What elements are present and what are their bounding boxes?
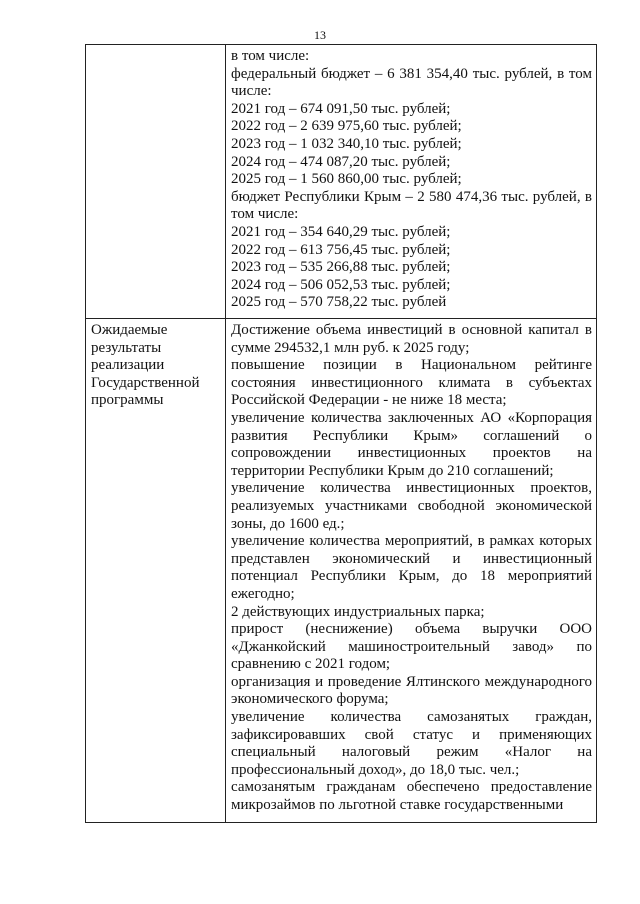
result-item: самозанятым гражданам обеспечено предоставление микрозаймов по льготной ставке государственными [231, 779, 592, 814]
funding-line: 2024 год – 506 052,53 тыс. рублей; [231, 276, 451, 293]
result-item: увеличение количества мероприятий, в рамках которых представлен экономический и инвестиционный потенциал Республики Крым, до 18 мероприятий ежегодно; [231, 533, 592, 602]
table-row [86, 319, 597, 823]
funding-line: 2023 год – 535 266,88 тыс. рублей; [231, 259, 451, 276]
results-label: Ожидаемые результаты реализации Государственной программы [86, 319, 226, 823]
funding-line: 2024 год – 474 087,20 тыс. рублей; [231, 153, 451, 170]
funding-line: 2025 год – 570 758,22 тыс. рублей [231, 294, 447, 311]
funding-line: федеральный бюджет – 6 381 354,40 тыс. рублей, в том числе: [231, 65, 592, 100]
results-cell [226, 319, 597, 823]
funding-line: 2021 год – 674 091,50 тыс. рублей; [231, 100, 451, 117]
funding-line: в том числе: [231, 48, 310, 64]
result-item: организация и проведение Ялтинского международного экономического форума; [231, 673, 592, 708]
result-item: 2 действующих индустриальных парка; [231, 603, 485, 620]
result-item: увеличение количества заключенных АО «Корпорация развития Республики Крым» соглашений о сопровождении инвестиционных проектов на территории Республики Крым до 210 соглашений; [231, 409, 592, 479]
result-item: Достижение объема инвестиций в основной капитал в сумме 294532,1 млн руб. к 2025 году; [231, 322, 592, 356]
result-item: увеличение количества самозанятых граждан, зафиксировавших свой статус и применяющих специальный налоговый режим «Налог на профессиональный доход», до 18,0 тыс. чел.; [231, 709, 592, 778]
result-item: прирост (неснижение) объема выручки ООО «Джанкойский машиностроительный завод» по сравнению с 2021 годом; [231, 621, 592, 673]
page-number: 13 [314, 28, 326, 42]
table-row [86, 45, 597, 319]
funding-line: 2021 год – 354 640,29 тыс. рублей; [231, 223, 451, 240]
funding-line: 2025 год – 1 560 860,00 тыс. рублей; [231, 171, 462, 188]
result-item: повышение позиции в Национальном рейтинге состояния инвестиционного климата в субъектах Российской Федерации - не ниже 18 места; [231, 357, 592, 409]
empty-label-cell [86, 45, 226, 319]
funding-line: 2022 год – 2 639 975,60 тыс. рублей; [231, 118, 462, 135]
funding-line: бюджет Республики Крым – 2 580 474,36 тыс. рублей, в том числе: [231, 188, 592, 223]
program-passport-table [85, 44, 597, 823]
funding-line: 2023 год – 1 032 340,10 тыс. рублей; [231, 135, 462, 152]
result-item: увеличение количества инвестиционных проектов, реализуемых участниками свободной экономической зоны, до 1600 ед.; [231, 480, 592, 532]
funding-line: 2022 год – 613 756,45 тыс. рублей; [231, 241, 451, 258]
funding-cell [226, 45, 597, 319]
